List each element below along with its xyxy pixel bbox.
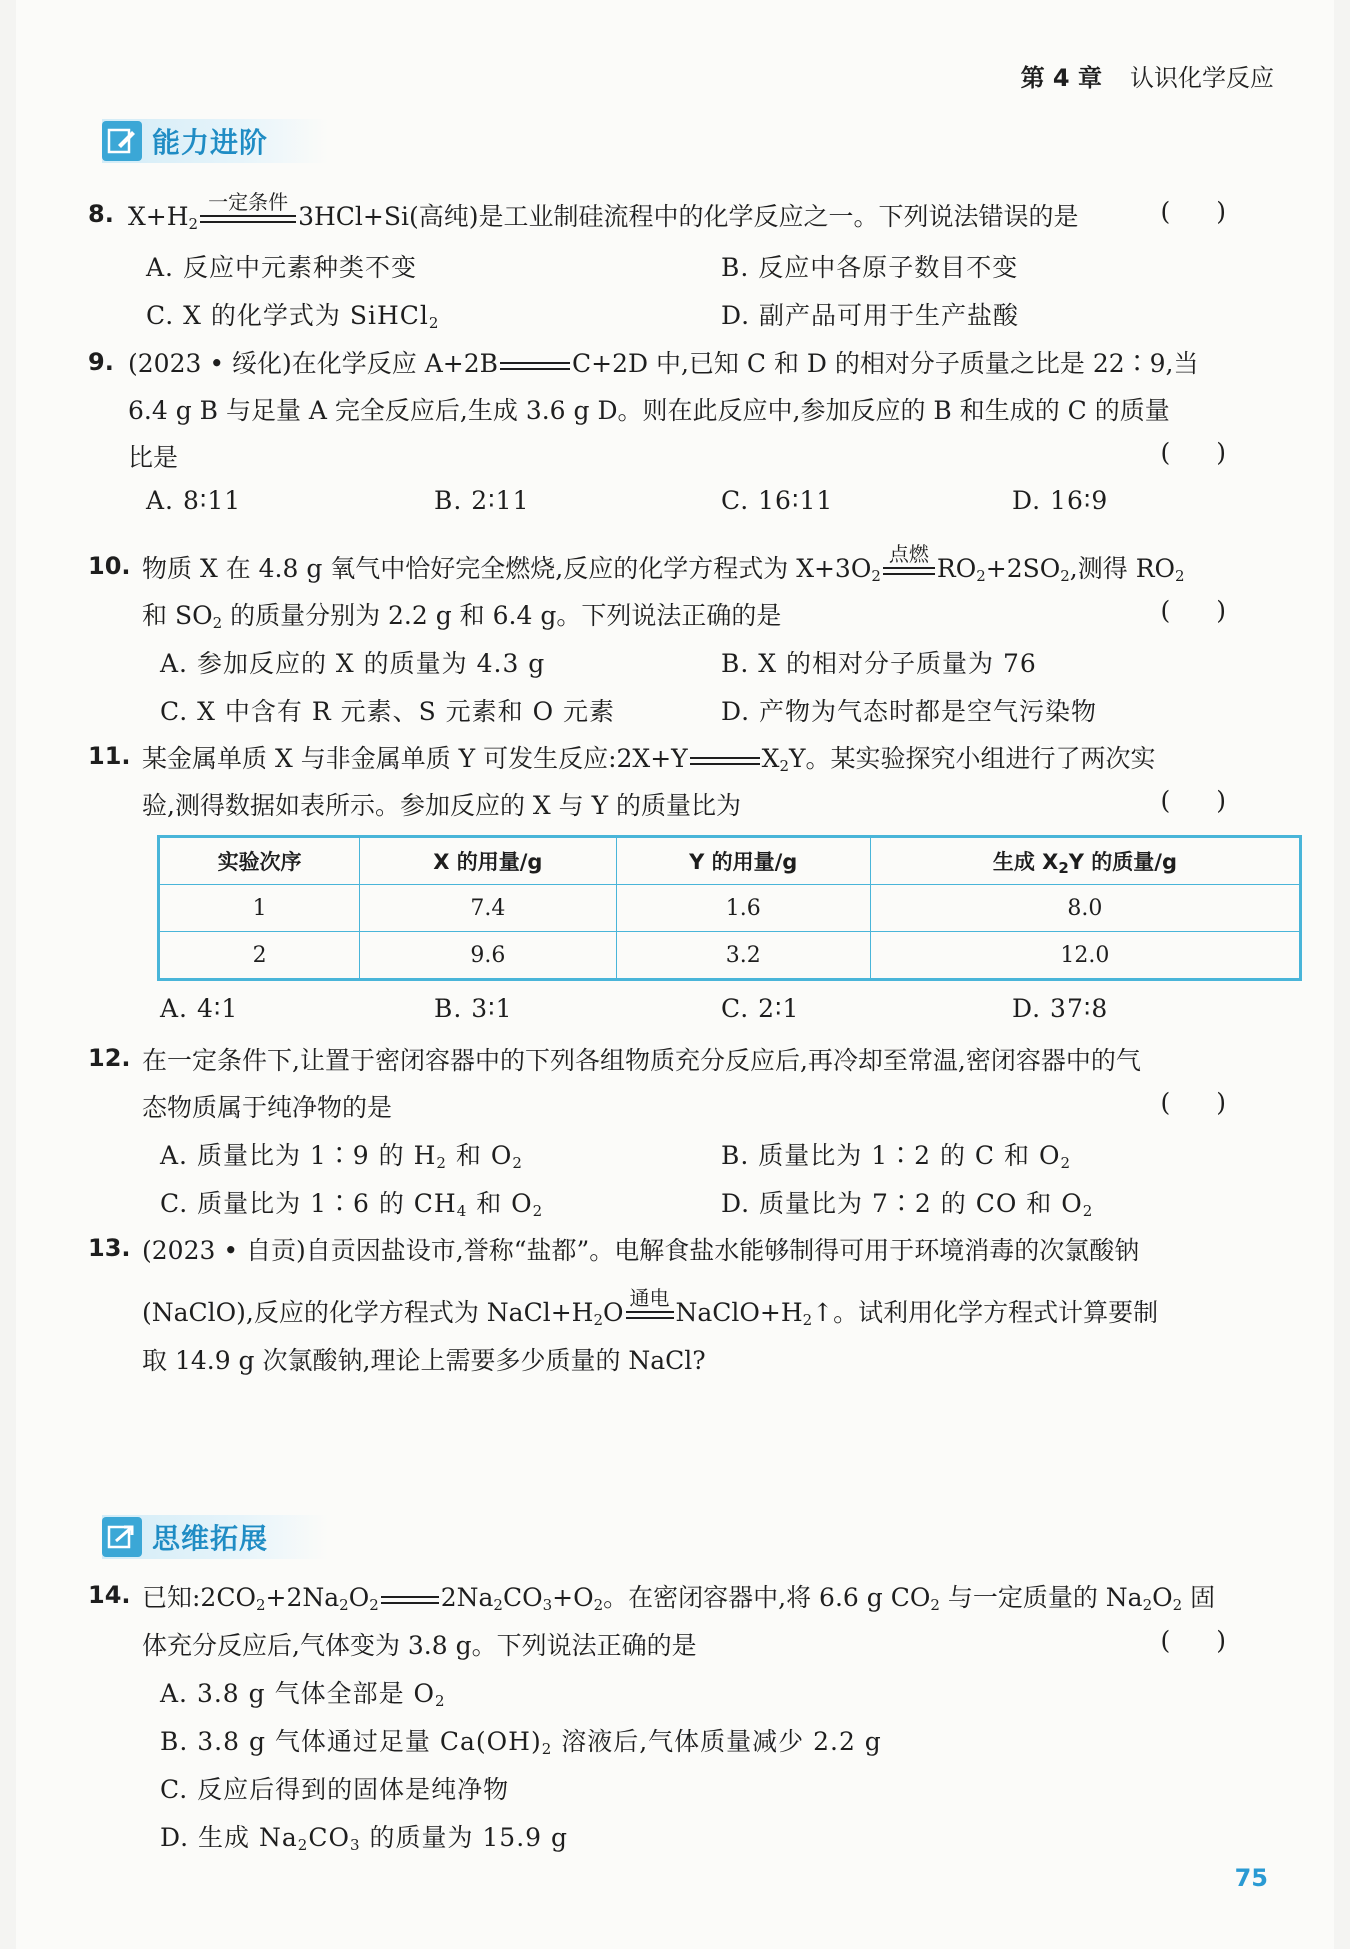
answer-blank[interactable]: () (1160, 786, 1272, 815)
subscript: 2 (1060, 567, 1070, 585)
question-number: 9. (88, 348, 114, 376)
question-stem (142, 1578, 1350, 1614)
option-a[interactable]: A. 反应中元素种类不变 (146, 253, 417, 282)
answer-blank[interactable]: () (1160, 596, 1272, 625)
expand-icon (102, 1517, 142, 1557)
subscript: 2 (1060, 1154, 1071, 1172)
option-a[interactable] (160, 1674, 446, 1710)
stem-text: C+2D 中,已知 C 和 D 的相对分子质量之比是 22∶9,当 (572, 349, 1199, 378)
table-cell: 9.6 (360, 932, 616, 980)
option-b[interactable]: B. 2∶11 (434, 486, 530, 515)
section-heading-thinking (102, 1515, 328, 1559)
option-a[interactable]: A. 参加反应的 X 的质量为 4.3 g (160, 649, 546, 678)
option-b[interactable]: B. X 的相对分子质量为 76 (721, 649, 1037, 678)
option-text: A. 质量比为 1∶9 的 H (160, 1141, 437, 1170)
subscript: 2 (339, 1596, 349, 1614)
section-heading-ability (102, 119, 328, 163)
option-c[interactable]: C. X 中含有 R 元素、S 元素和 O 元素 (160, 697, 616, 726)
subscript: 2 (1058, 858, 1069, 877)
chapter-header (1021, 58, 1274, 93)
question-number: 10. (88, 552, 131, 580)
option-text: B. 质量比为 1∶2 的 C 和 O (721, 1141, 1061, 1170)
option-c[interactable] (160, 1184, 543, 1220)
option-d[interactable]: D. 16∶9 (1012, 486, 1109, 515)
subscript: 2 (541, 1740, 553, 1758)
subscript: 3 (542, 1596, 553, 1614)
stem-text: 。在密闭容器中,将 6.6 g CO (603, 1583, 931, 1612)
subscript: 3 (349, 1836, 361, 1854)
stem-text: 取 14.9 g 次氯酸钠,理论上需要多少质量的 NaCl? (142, 1346, 706, 1375)
stem-text: +2Na (265, 1583, 340, 1612)
stem-text: +O (552, 1583, 594, 1612)
subscript: 2 (532, 1202, 544, 1220)
stem-text: O (603, 1298, 624, 1327)
reaction-condition: 点燃 (888, 541, 929, 566)
table-cell: 3.2 (616, 932, 870, 980)
stem-text: 固 (1182, 1583, 1216, 1612)
subscript: 2 (512, 1154, 523, 1172)
stem-text: 已知:2CO (142, 1583, 256, 1612)
option-c[interactable]: C. 2∶1 (721, 994, 800, 1023)
equal-sign-condition (200, 189, 296, 226)
subscript: 2 (871, 567, 881, 585)
stem-text: (NaClO),反应的化学方程式为 NaCl+H (142, 1298, 594, 1327)
table-cell: 2 (159, 932, 360, 980)
equal-sign (381, 1593, 439, 1607)
section-title: 能力进阶 (152, 126, 269, 159)
answer-blank[interactable]: () (1160, 197, 1272, 226)
option-text: 溶液后,气体质量减少 2.2 g (552, 1727, 882, 1756)
table-cell: 7.4 (360, 885, 616, 932)
subscript: 2 (976, 567, 986, 585)
page-number: 75 (1234, 1864, 1268, 1892)
stem-text (142, 1285, 1350, 1329)
stem-text: 和 SO (142, 601, 213, 630)
stem-text: 6.4 g B 与足量 A 完全反应后,生成 3.6 g D。则在此反应中,参加反应的 B 和生成的 C 的质量 (128, 396, 1170, 425)
option-b[interactable]: B. 3∶1 (434, 994, 513, 1023)
stem-text: 态物质属于纯净物的是 (142, 1093, 393, 1122)
answer-blank[interactable]: () (1160, 1626, 1272, 1655)
table-row (159, 885, 1301, 932)
question-number: 14. (88, 1581, 131, 1609)
table-header (870, 837, 1300, 885)
subscript: 2 (1082, 1202, 1094, 1220)
subscript: 2 (428, 314, 440, 332)
table-header-row (159, 837, 1301, 885)
stem-text: RO (936, 554, 977, 583)
equal-sign-condition (883, 541, 935, 578)
answer-blank[interactable]: () (1160, 1088, 1272, 1117)
subscript: 2 (1142, 1596, 1153, 1614)
question-stem (128, 344, 1350, 380)
option-a[interactable]: A. 4∶1 (160, 994, 239, 1023)
stem-text: ,测得 RO (1069, 554, 1176, 583)
header-text: 生成 X (992, 849, 1059, 874)
stem-text: ↑。试利用化学方程式计算要制 (812, 1298, 1159, 1327)
subscript: 2 (1172, 1596, 1183, 1614)
subscript: 2 (212, 614, 223, 632)
question-stem (142, 541, 1350, 585)
option-d[interactable]: D. 37∶8 (1012, 994, 1109, 1023)
option-text: D. 生成 Na (160, 1823, 298, 1852)
stem-text: (2023 • 自贡)自贡因盐设市,誉称“盐都”。电解食盐水能够制得可用于环境消毒的次氯酸钠 (142, 1236, 1140, 1265)
table-header: X 的用量/g (360, 837, 616, 885)
stem-text: 的质量分别为 2.2 g 和 6.4 g。下列说法正确的是 (222, 601, 782, 630)
option-c[interactable]: C. 16∶11 (721, 486, 834, 515)
option-d[interactable]: D. 副产品可用于生产盐酸 (721, 301, 1020, 330)
stem-text: CO (502, 1583, 543, 1612)
option-text: 和 O (446, 1141, 513, 1170)
option-text: 的质量为 15.9 g (360, 1823, 569, 1852)
chapter-number: 第 4 章 (1020, 64, 1102, 92)
subscript: 2 (1175, 567, 1185, 585)
table-cell: 1 (159, 885, 360, 932)
option-b[interactable] (160, 1722, 882, 1758)
reaction-condition: 通电 (629, 1285, 670, 1310)
stem-text: 比是 (128, 443, 179, 472)
subscript: 2 (930, 1596, 940, 1614)
option-text: 和 O (467, 1189, 533, 1218)
option-a[interactable] (160, 1136, 523, 1172)
stem-text: 在一定条件下,让置于密闭容器中的下列各组物质充分反应后,再冷却至常温,密闭容器中的气 (142, 1046, 1141, 1075)
stem-text: O (1152, 1583, 1173, 1612)
subscript: 4 (456, 1202, 468, 1220)
table-cell: 12.0 (870, 932, 1300, 980)
experiment-table (157, 835, 1302, 981)
question-stem (142, 739, 1350, 775)
question-number: 8. (88, 200, 114, 228)
stem-text: (2023 • 绥化)在化学反应 A+2B (128, 349, 498, 378)
option-b[interactable]: B. 反应中各原子数目不变 (721, 253, 1019, 282)
header-text: Y 的质量/g (1068, 849, 1178, 874)
stem-text: 2Na (440, 1583, 494, 1612)
option-d[interactable] (721, 1184, 1093, 1220)
option-d[interactable] (160, 1818, 568, 1854)
option-c[interactable]: C. 反应后得到的固体是纯净物 (160, 1775, 510, 1804)
reaction-condition: 一定条件 (208, 189, 289, 214)
equal-sign (500, 359, 570, 373)
table-cell: 8.0 (870, 885, 1300, 932)
option-text: A. 3.8 g 气体全部是 O (160, 1679, 436, 1708)
table-cell: 1.6 (616, 885, 870, 932)
section-title: 思维拓展 (152, 1522, 269, 1555)
option-text: C. 质量比为 1∶6 的 CH (160, 1189, 457, 1218)
stem-text: 与一定质量的 Na (939, 1583, 1143, 1612)
equal-sign-condition (626, 1285, 674, 1322)
subscript: 2 (369, 1596, 379, 1614)
stem-text: 物质 X 在 4.8 g 氧气中恰好完全燃烧,反应的化学方程式为 X+3O (142, 554, 872, 583)
option-b[interactable] (721, 1136, 1071, 1172)
pencil-icon (102, 121, 142, 161)
option-d[interactable]: D. 产物为气态时都是空气污染物 (721, 697, 1098, 726)
option-text: C. X 的化学式为 SiHCl (146, 301, 429, 330)
stem-text: 某金属单质 X 与非金属单质 Y 可发生反应:2X+Y (142, 744, 688, 773)
table-header: Y 的用量/g (616, 837, 870, 885)
subscript: 2 (297, 1836, 309, 1854)
table-header: 实验次序 (159, 837, 360, 885)
subscript: 2 (802, 1311, 813, 1329)
question-number: 13. (88, 1234, 131, 1262)
answer-blank[interactable]: () (1160, 438, 1272, 467)
subscript: 2 (493, 1596, 503, 1614)
stem-text: 3HCl+Si(高纯)是工业制硅流程中的化学反应之一。下列说法错误的是 (298, 202, 1079, 231)
option-c[interactable] (146, 296, 439, 332)
table-row (159, 932, 1301, 980)
question-number: 11. (88, 742, 131, 770)
subscript: 2 (436, 1154, 447, 1172)
option-a[interactable]: A. 8∶11 (146, 486, 242, 515)
subscript: 2 (435, 1692, 446, 1710)
stem-text: X+H (128, 202, 189, 231)
textbook-page (16, 0, 1334, 1949)
stem-text: NaClO+H (675, 1298, 803, 1327)
subscript: 2 (255, 1596, 266, 1614)
stem-text: +2SO (985, 554, 1061, 583)
stem-text: Y。某实验探究小组进行了两次实 (789, 744, 1156, 773)
stem-text: 体充分反应后,气体变为 3.8 g。下列说法正确的是 (142, 1631, 697, 1660)
stem-text: 验,测得数据如表所示。参加反应的 X 与 Y 的质量比为 (142, 791, 742, 820)
option-text: D. 质量比为 7∶2 的 CO 和 O (721, 1189, 1083, 1218)
subscript: 2 (779, 757, 790, 775)
chapter-title: 认识化学反应 (1130, 64, 1274, 92)
equal-sign (690, 754, 760, 768)
option-text: CO (308, 1823, 350, 1852)
subscript: 2 (593, 1596, 604, 1614)
option-text: B. 3.8 g 气体通过足量 Ca(OH) (160, 1727, 542, 1756)
stem-text: X (761, 744, 780, 773)
subscript: 2 (188, 215, 199, 233)
subscript: 2 (593, 1311, 604, 1329)
question-number: 12. (88, 1044, 131, 1072)
stem-text: O (348, 1583, 370, 1612)
